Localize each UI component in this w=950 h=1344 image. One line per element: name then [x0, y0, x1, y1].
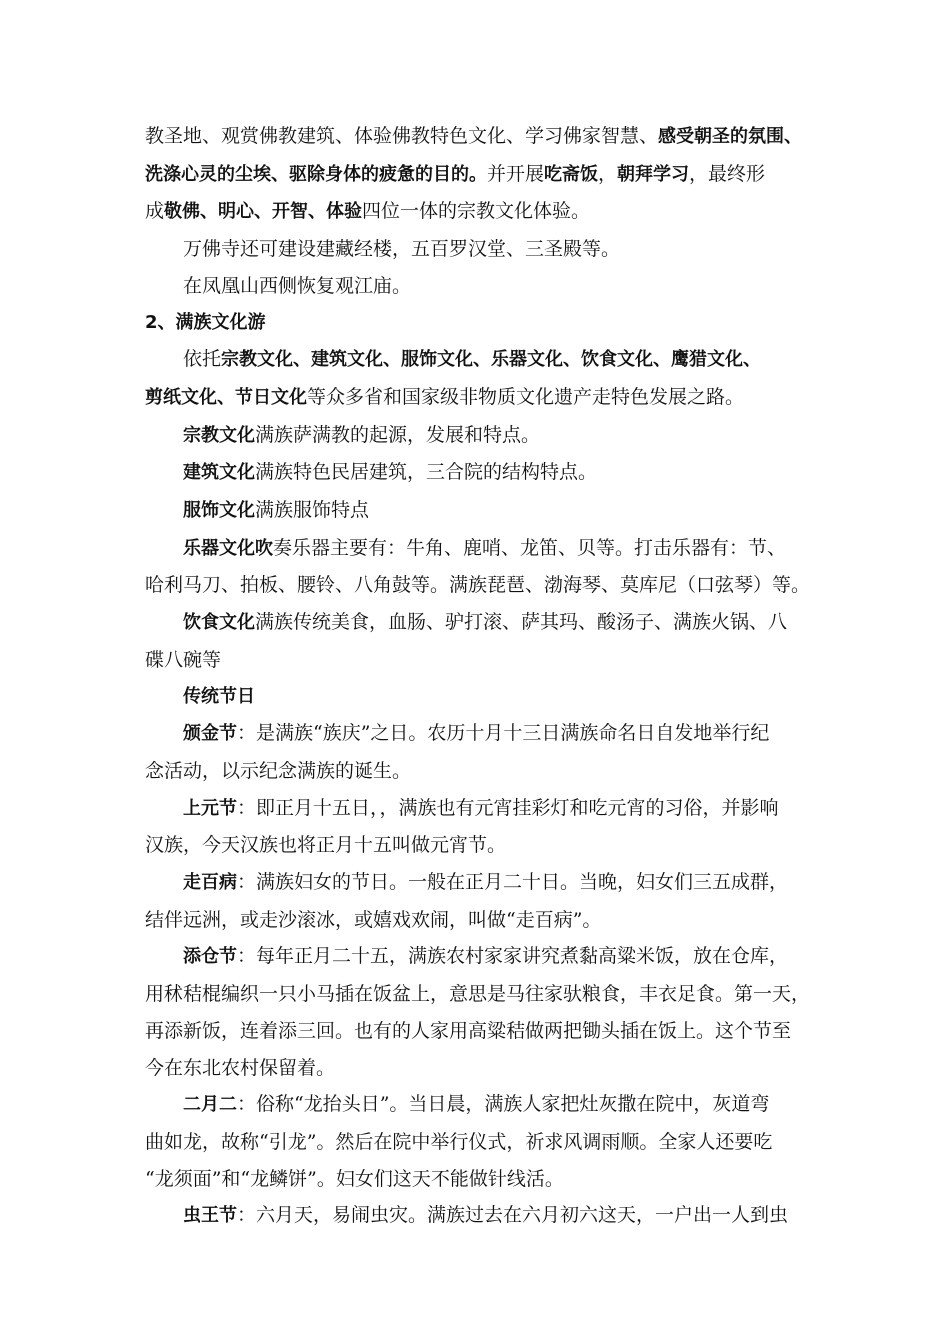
bold-text-run: 感受朝圣的氛围、 — [658, 126, 803, 147]
paragraph-line — [145, 193, 813, 231]
paragraph-line — [145, 118, 813, 156]
bold-text-run: 宗教文化、建筑文化、服饰文化、乐器文化、饮食文化、鹰猎文化、 — [221, 349, 762, 371]
bold-text-run: 剪纸文化、节日文化 — [145, 386, 307, 408]
paragraph-wanfo-temple: 万佛寺还可建设建藏经楼，五百罗汉堂、三圣殿等。 — [183, 238, 621, 261]
paragraph-line — [145, 156, 813, 194]
festivals-heading: 传统节日 — [183, 685, 255, 707]
paragraph-food-line — [145, 604, 813, 642]
music-label: 乐器文化吹 — [183, 537, 273, 559]
festival-eryueer-line — [145, 1086, 813, 1124]
text-run: 教圣地、观赏佛教建筑、体验佛教特色文化、学习佛家智慧、 — [145, 125, 659, 147]
clothing-text: 满族服饰特点 — [255, 499, 370, 522]
festival-shangyuan-line: 汉族，今天汉族也将正月十五叫做元宵节。 — [145, 834, 507, 857]
text-run: ：满族妇女的节日。一般在正月二十日。当晚，妇女们三五成群， — [237, 871, 789, 894]
paragraph-clothing — [145, 492, 813, 530]
festival-label: 走百病 — [183, 872, 237, 894]
festival-label: 二月二 — [183, 1094, 237, 1116]
text-run: 并开展 — [487, 162, 545, 185]
festival-banjin-line: 念活动，以示纪念满族的诞生。 — [145, 759, 412, 782]
festival-label: 添仓节 — [183, 946, 237, 968]
text-run: 奏乐器主要有：牛角、鹿哨、龙笛、贝等。打击乐器有：节、 — [273, 536, 787, 559]
text-run: 等众多省和国家级非物质文化遗产走特色发展之路。 — [307, 385, 745, 408]
festival-shangyuan-line — [145, 790, 813, 828]
text-run: ：俗称“龙抬头日”。当日晨，满族人家把灶灰撒在院中，灰道弯 — [237, 1093, 770, 1116]
paragraph-music-line — [145, 530, 813, 568]
food-label: 饮食文化 — [183, 612, 255, 634]
festival-eryueer-line: “龙须面”和“龙鳞饼”。妇女们这天不能做针线活。 — [145, 1167, 564, 1190]
religion-label: 宗教文化 — [183, 424, 255, 446]
text-run: ：每年正月二十五，满族农村家家讲究煮黏高粱米饭，放在仓库， — [237, 945, 789, 968]
festival-zoubaibing-line: 结伴远洲，或走沙滚冰，或嬉戏欢闹，叫做“走百病”。 — [145, 908, 602, 931]
festival-tiancang-line: 今在东北农村保留着。 — [145, 1056, 336, 1079]
text-run: 四位一体的宗教文化体验。 — [362, 200, 591, 223]
paragraph-guanjiang-temple: 在凤凰山西侧恢复观江庙。 — [183, 274, 412, 297]
architecture-label: 建筑文化 — [183, 462, 255, 484]
festival-zoubaibing-line — [145, 864, 813, 902]
paragraph-line — [145, 379, 813, 417]
document-body — [145, 118, 813, 1235]
festival-label: 颁金节 — [183, 723, 237, 745]
text-run: ：是满族“族庆”之日。农历十月十三日满族命名日自发地举行纪 — [237, 722, 770, 745]
architecture-text: 满族特色民居建筑，三合院的结构特点。 — [255, 461, 598, 484]
festival-label: 上元节 — [183, 797, 237, 819]
festival-tiancang-line: 用秫秸棍编织一只小马插在饭盆上，意思是马往家驮粮食，丰衣足食。第一天， — [145, 983, 811, 1006]
festival-tiancang-line — [145, 938, 813, 976]
religion-text: 满族萨满教的起源，发展和特点。 — [255, 423, 541, 446]
festival-eryueer-line: 曲如龙，故称“引龙”。然后在院中举行仪式，祈求风调雨顺。全家人还要吃 — [145, 1130, 773, 1153]
bold-text-run: 吃斋饭 — [544, 163, 599, 185]
bold-text-run: 朝拜学习 — [617, 163, 690, 185]
text-run: ：即正月十五日，，满族也有元宵挂彩灯和吃元宵的习俗，并影响 — [237, 796, 779, 819]
text-run: 满族传统美食，血肠、驴打滚、萨其玛、酸汤子、满族火锅、八 — [255, 611, 788, 634]
text-run: 依托 — [183, 348, 222, 371]
clothing-label: 服饰文化 — [183, 500, 255, 522]
paragraph-music-line: 哈利马刀、拍板、腰铃、八角鼓等。满族琵琶、渤海琴、莫库尼（口弦琴）等。 — [145, 574, 811, 597]
paragraph-religion — [145, 417, 813, 455]
text-run: ：六月天，易闹虫灾。满族过去在六月初六这天，一户出一人到虫 — [237, 1204, 789, 1227]
bold-text-run: 敬佛、明心、开智、体验 — [164, 201, 363, 223]
festival-label: 虫王节 — [183, 1205, 237, 1227]
paragraph-architecture — [145, 454, 813, 492]
paragraph-line — [145, 341, 813, 379]
paragraph-food-line: 碟八碗等 — [145, 648, 222, 671]
section-heading-manchu-culture: 2、满族文化游 — [145, 311, 266, 333]
text-run: ，最终形 — [689, 162, 766, 185]
text-run: 成 — [145, 200, 165, 223]
festival-chongwang-line — [145, 1197, 813, 1235]
bold-text-run: 洗涤心灵的尘埃、驱除身体的疲惫的目的。 — [145, 163, 487, 185]
text-run: ， — [598, 162, 618, 185]
festival-banjin-line — [145, 715, 813, 753]
festival-tiancang-line: 再添新饭，连着添三回。也有的人家用高粱秸做两把锄头插在饭上。这个节至 — [145, 1019, 792, 1042]
